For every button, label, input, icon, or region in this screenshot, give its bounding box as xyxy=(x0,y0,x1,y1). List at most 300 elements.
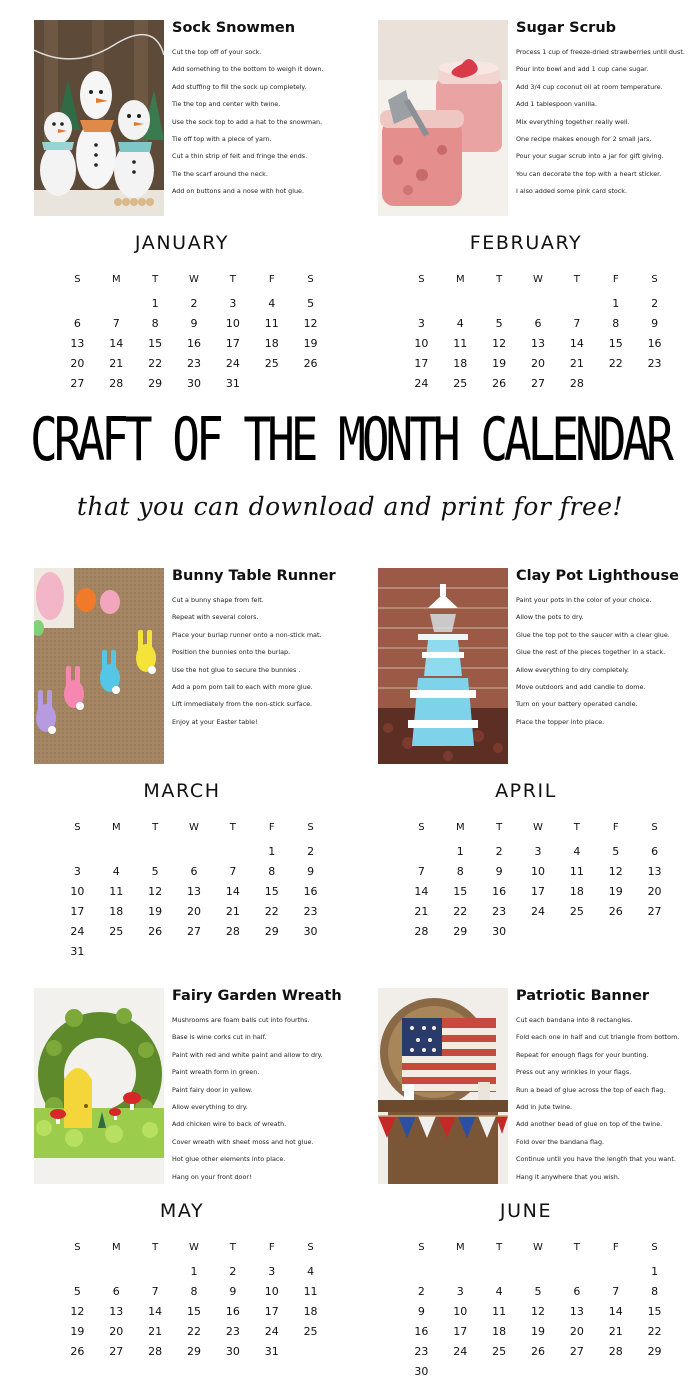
day-cell xyxy=(97,294,136,314)
day-cell: 1 xyxy=(651,1265,659,1278)
weekday-label: S xyxy=(418,274,425,285)
weekday-label: F xyxy=(612,822,619,833)
weekday-label: T xyxy=(229,274,236,285)
day-cell xyxy=(97,1262,136,1282)
day-cell xyxy=(136,942,175,962)
day-cell: 16 xyxy=(225,1305,240,1318)
step-item: Allow the pots to dry. xyxy=(516,613,584,622)
step-item: Enjoy at your Easter table! xyxy=(172,717,258,726)
craft-title: Sock Snowmen xyxy=(172,20,296,36)
day-cell: 28 xyxy=(608,1345,623,1358)
day-cell: 18 xyxy=(569,885,584,898)
calendar-week xyxy=(58,1322,330,1342)
step-item: Move outdoors and add candle to dome. xyxy=(516,683,646,692)
step-item: Add 1 tablespoon vanilla. xyxy=(516,100,597,109)
day-cell xyxy=(557,922,596,942)
calendar-week xyxy=(402,294,674,314)
weekday-header xyxy=(402,822,674,833)
day-cell: 23 xyxy=(186,357,201,370)
day-cell: 14 xyxy=(569,337,584,350)
day-cell: 21 xyxy=(109,357,124,370)
day-cell: 20 xyxy=(530,357,545,370)
day-cell: 29 xyxy=(264,925,279,938)
weekday-label: W xyxy=(189,822,199,833)
day-cell xyxy=(402,1262,441,1282)
weekday-label: F xyxy=(268,274,275,285)
step-item: Paint your pots in the color of your choice. xyxy=(516,596,652,604)
day-cell: 24 xyxy=(453,1345,468,1358)
patriotic-banner-photo xyxy=(378,988,508,1184)
day-cell: 19 xyxy=(303,337,318,350)
day-cell: 26 xyxy=(70,1345,85,1358)
day-cell: 23 xyxy=(647,357,662,370)
weekday-label: T xyxy=(229,822,236,833)
day-cell xyxy=(557,1362,596,1382)
step-item: You can decorate the top with a heart sticker. xyxy=(516,169,662,178)
step-item: Tie the scarf around the neck. xyxy=(172,169,268,178)
month-name: MARCH xyxy=(143,780,221,802)
day-cell: 10 xyxy=(414,337,429,350)
day-cell: 9 xyxy=(651,317,659,330)
day-cell: 13 xyxy=(569,1305,584,1318)
day-cell: 12 xyxy=(70,1305,85,1318)
day-cell: 7 xyxy=(573,317,581,330)
step-item: Cut a bunny shape from felt. xyxy=(172,596,264,604)
day-cell xyxy=(58,842,97,862)
day-cell: 18 xyxy=(109,905,124,918)
day-cell: 26 xyxy=(608,905,623,918)
weekday-label: S xyxy=(74,822,81,833)
step-item: Add chicken wire to back of wreath. xyxy=(172,1120,287,1129)
day-cell xyxy=(441,1262,480,1282)
craft-steps xyxy=(516,44,685,201)
step-item: Lift immediately from the non-stick surface. xyxy=(172,700,313,709)
day-cell: 29 xyxy=(186,1345,201,1358)
weekday-header xyxy=(402,274,674,285)
day-cell: 28 xyxy=(225,925,240,938)
day-cell: 11 xyxy=(109,885,124,898)
step-item: Glue the top pot to the saucer with a clear glue. xyxy=(516,630,670,639)
weekday-label: F xyxy=(268,822,275,833)
day-cell: 4 xyxy=(268,297,276,310)
craft-steps xyxy=(516,1012,679,1186)
day-cell: 14 xyxy=(109,337,124,350)
day-cell: 15 xyxy=(608,337,623,350)
step-item: Place your burlap runner onto a non-stick mat. xyxy=(172,630,322,639)
weekday-label: S xyxy=(651,1242,658,1253)
day-cell xyxy=(402,842,441,862)
craft-title: Patriotic Banner xyxy=(516,988,650,1004)
day-cell: 6 xyxy=(573,1285,581,1298)
weekday-label: S xyxy=(651,822,658,833)
step-item: I also added some pink card stock. xyxy=(516,187,627,196)
craft-steps xyxy=(516,592,670,731)
day-cell: 12 xyxy=(492,337,507,350)
calendar-week xyxy=(58,314,330,334)
day-cell: 15 xyxy=(186,1305,201,1318)
step-item: Press out any wrinkles in your flags. xyxy=(516,1068,632,1077)
day-cell: 16 xyxy=(414,1325,429,1338)
day-cell: 22 xyxy=(186,1325,201,1338)
day-cell: 10 xyxy=(264,1285,279,1298)
weekday-label: T xyxy=(573,822,580,833)
step-item: Process 1 cup of freeze-dried strawberries until dust. xyxy=(516,48,685,56)
day-cell: 7 xyxy=(229,865,237,878)
calendar-week xyxy=(402,314,674,334)
day-cell: 9 xyxy=(307,865,315,878)
day-cell xyxy=(519,1262,558,1282)
day-cell xyxy=(635,374,674,394)
month-name: JUNE xyxy=(499,1200,553,1222)
day-cell: 17 xyxy=(264,1305,279,1318)
day-cell: 9 xyxy=(417,1305,425,1318)
day-cell: 4 xyxy=(307,1265,315,1278)
day-cell xyxy=(635,922,674,942)
day-cell: 11 xyxy=(453,337,468,350)
day-cell xyxy=(480,294,519,314)
calendar-week xyxy=(58,1342,330,1362)
page-title: CRAFT OF THE MONTH CALENDAR xyxy=(30,404,670,475)
calendar-week xyxy=(58,902,330,922)
day-cell: 10 xyxy=(453,1305,468,1318)
day-cell: 9 xyxy=(495,865,503,878)
day-cell: 30 xyxy=(492,925,507,938)
day-cell: 25 xyxy=(569,905,584,918)
day-cell: 6 xyxy=(651,845,659,858)
day-cell: 8 xyxy=(612,317,620,330)
day-cell: 29 xyxy=(453,925,468,938)
day-cell: 10 xyxy=(225,317,240,330)
day-cell xyxy=(213,842,252,862)
day-cell: 13 xyxy=(530,337,545,350)
weekday-label: T xyxy=(229,1242,236,1253)
calendar-week xyxy=(402,862,674,882)
day-cell: 18 xyxy=(264,337,279,350)
weekday-label: T xyxy=(573,1242,580,1253)
day-cell xyxy=(291,374,330,394)
day-cell: 11 xyxy=(264,317,279,330)
day-cell: 21 xyxy=(225,905,240,918)
day-cell xyxy=(596,1262,635,1282)
month-may xyxy=(34,988,364,1358)
day-cell xyxy=(635,1362,674,1382)
step-item: Base is wine corks cut in half. xyxy=(172,1033,267,1042)
day-cell: 19 xyxy=(608,885,623,898)
day-cell xyxy=(596,1362,635,1382)
day-cell xyxy=(175,842,214,862)
craft-card xyxy=(34,988,364,1184)
calendar-week xyxy=(402,354,674,374)
step-item: Cut a thin strip of felt and fringe the ends. xyxy=(172,152,308,161)
day-cell: 31 xyxy=(70,945,85,958)
weekday-label: M xyxy=(455,1242,465,1253)
calendar-week xyxy=(402,842,674,862)
calendar-week xyxy=(402,1302,674,1322)
weekday-label: S xyxy=(418,822,425,833)
day-cell xyxy=(136,842,175,862)
weekday-label: W xyxy=(189,274,199,285)
calendar-week xyxy=(58,294,330,314)
step-item: One recipe makes enough for 2 small jars. xyxy=(516,135,652,144)
page-subtitle: that you can download and print for free! xyxy=(76,492,624,521)
step-item: Pour into bowl and add 1 cup cane sugar. xyxy=(516,65,649,74)
day-cell: 18 xyxy=(453,357,468,370)
day-cell: 3 xyxy=(456,1285,464,1298)
day-cell: 4 xyxy=(495,1285,503,1298)
calendar-week xyxy=(402,1342,674,1362)
day-cell: 28 xyxy=(414,925,429,938)
day-cell: 19 xyxy=(492,357,507,370)
day-cell: 14 xyxy=(608,1305,623,1318)
day-cell: 3 xyxy=(268,1265,276,1278)
day-cell: 5 xyxy=(534,1285,542,1298)
step-item: Add 3/4 cup coconut oil at room temperature. xyxy=(516,82,663,91)
day-cell: 4 xyxy=(112,865,120,878)
day-cell: 13 xyxy=(186,885,201,898)
day-cell: 21 xyxy=(608,1325,623,1338)
step-item: Paint with red and white paint and allow to dry. xyxy=(172,1050,323,1059)
day-cell: 31 xyxy=(264,1345,279,1358)
day-cell: 4 xyxy=(573,845,581,858)
day-cell: 30 xyxy=(414,1365,429,1378)
weekday-label: T xyxy=(573,274,580,285)
day-cell: 15 xyxy=(264,885,279,898)
day-cell: 25 xyxy=(264,357,279,370)
day-cell: 11 xyxy=(569,865,584,878)
craft-card xyxy=(378,988,700,1184)
calendar-week xyxy=(402,374,674,394)
calendar-week xyxy=(58,334,330,354)
day-cell: 8 xyxy=(151,317,159,330)
day-cell: 20 xyxy=(569,1325,584,1338)
day-cell: 5 xyxy=(151,865,159,878)
day-cell: 12 xyxy=(608,865,623,878)
month-june xyxy=(378,988,700,1378)
day-cell: 27 xyxy=(569,1345,584,1358)
day-cell xyxy=(596,922,635,942)
day-cell: 26 xyxy=(530,1345,545,1358)
day-cell xyxy=(480,1262,519,1282)
day-cell: 2 xyxy=(190,297,198,310)
weekday-label: S xyxy=(74,274,81,285)
day-cell xyxy=(519,1362,558,1382)
calendar-week xyxy=(58,1262,330,1282)
day-cell: 12 xyxy=(303,317,318,330)
weekday-label: W xyxy=(533,1242,543,1253)
step-item: Add stuffing to fill the sock up completely. xyxy=(172,82,307,91)
day-cell: 16 xyxy=(647,337,662,350)
step-item: Pour your sugar scrub into a jar for gift giving. xyxy=(516,152,664,161)
day-cell: 2 xyxy=(307,845,315,858)
day-cell: 27 xyxy=(70,377,85,390)
day-cell: 3 xyxy=(229,297,237,310)
day-cell: 15 xyxy=(453,885,468,898)
day-cell xyxy=(291,1342,330,1362)
weekday-label: S xyxy=(651,274,658,285)
calendar-week xyxy=(58,374,330,394)
day-cell: 23 xyxy=(492,905,507,918)
step-item: Add on buttons and a nose with hot glue. xyxy=(172,187,305,196)
step-item: Position the bunnies onto the burlap. xyxy=(172,648,291,657)
step-item: Tie the top and center with twine. xyxy=(172,100,281,109)
day-cell: 26 xyxy=(303,357,318,370)
day-cell: 7 xyxy=(151,1285,159,1298)
day-cell: 15 xyxy=(148,337,163,350)
calendar-week xyxy=(58,942,330,962)
day-cell: 8 xyxy=(268,865,276,878)
step-item: Tie off top with a piece of yarn. xyxy=(172,135,272,144)
day-cell: 21 xyxy=(148,1325,163,1338)
day-cell: 20 xyxy=(186,905,201,918)
month-name: JANUARY xyxy=(134,232,230,254)
sugar-scrub-photo xyxy=(378,20,508,216)
step-item: Repeat for enough flags for your bunting. xyxy=(516,1050,649,1059)
day-cell xyxy=(58,294,97,314)
step-item: Add in jute twine. xyxy=(516,1103,573,1112)
calendar-week xyxy=(402,334,674,354)
month-name: APRIL xyxy=(495,780,557,802)
weekday-label: S xyxy=(307,274,314,285)
day-cell: 13 xyxy=(70,337,85,350)
day-cell: 11 xyxy=(303,1285,318,1298)
day-cell: 27 xyxy=(530,377,545,390)
weekday-label: W xyxy=(533,822,543,833)
day-cell: 10 xyxy=(530,865,545,878)
day-cell xyxy=(557,294,596,314)
day-cell: 28 xyxy=(109,377,124,390)
calendar-week xyxy=(402,882,674,902)
step-item: Run a bead of glue across the top of each flag. xyxy=(516,1085,666,1094)
calendar-week xyxy=(402,1322,674,1342)
day-cell: 26 xyxy=(148,925,163,938)
month-january xyxy=(34,20,364,390)
day-cell: 27 xyxy=(647,905,662,918)
step-item: Add a pom pom tail to each with more glue. xyxy=(172,683,313,692)
step-item: Cover wreath with sheet moss and hot glue. xyxy=(172,1137,314,1146)
day-cell: 16 xyxy=(303,885,318,898)
step-item: Use the hot glue to secure the bunnies . xyxy=(172,665,301,674)
day-cell: 19 xyxy=(70,1325,85,1338)
day-cell xyxy=(136,1262,175,1282)
calendar-week xyxy=(58,1282,330,1302)
calendar-week xyxy=(58,862,330,882)
day-cell: 28 xyxy=(569,377,584,390)
weekday-label: T xyxy=(496,822,503,833)
day-cell: 21 xyxy=(414,905,429,918)
day-cell: 18 xyxy=(303,1305,318,1318)
craft-steps xyxy=(172,1012,323,1186)
craft-title: Sugar Scrub xyxy=(516,20,617,36)
weekday-header xyxy=(58,274,330,285)
step-item: Hang it anywhere that you wish. xyxy=(516,1172,620,1181)
day-cell: 21 xyxy=(569,357,584,370)
day-cell xyxy=(213,942,252,962)
day-cell: 14 xyxy=(225,885,240,898)
month-april xyxy=(378,568,700,938)
day-cell: 19 xyxy=(530,1325,545,1338)
day-cell: 11 xyxy=(492,1305,507,1318)
step-item: Use the sock top to add a hat to the snowman. xyxy=(172,117,323,126)
month-name: MAY xyxy=(159,1200,205,1222)
day-cell: 22 xyxy=(453,905,468,918)
day-cell: 13 xyxy=(109,1305,124,1318)
day-cell xyxy=(97,842,136,862)
day-cell: 24 xyxy=(530,905,545,918)
day-cell xyxy=(175,942,214,962)
step-item: Continue until you have the length that you want. xyxy=(516,1155,676,1164)
day-cell: 28 xyxy=(148,1345,163,1358)
month-march xyxy=(34,568,364,958)
step-item: Allow everything to dry. xyxy=(172,1103,248,1112)
day-cell: 10 xyxy=(70,885,85,898)
day-cell xyxy=(58,1262,97,1282)
day-cell: 9 xyxy=(190,317,198,330)
craft-title: Bunny Table Runner xyxy=(172,568,336,584)
day-cell: 19 xyxy=(148,905,163,918)
weekday-header xyxy=(58,822,330,833)
weekday-label: T xyxy=(496,274,503,285)
day-cell: 3 xyxy=(534,845,542,858)
day-cell: 2 xyxy=(417,1285,425,1298)
day-cell: 17 xyxy=(453,1325,468,1338)
day-cell: 14 xyxy=(414,885,429,898)
step-item: Allow everything to dry completely. xyxy=(516,665,630,674)
calendar-week xyxy=(58,354,330,374)
day-cell xyxy=(519,922,558,942)
day-cell: 6 xyxy=(534,317,542,330)
day-cell: 29 xyxy=(148,377,163,390)
weekday-header xyxy=(58,1242,330,1253)
day-cell: 22 xyxy=(148,357,163,370)
step-item: Paint wreath form in green. xyxy=(172,1068,260,1077)
day-cell: 24 xyxy=(225,357,240,370)
day-cell: 6 xyxy=(112,1285,120,1298)
clay-pot-lighthouse-photo xyxy=(378,568,508,764)
weekday-label: M xyxy=(455,274,465,285)
step-item: Cut the top off of your sock. xyxy=(172,48,262,56)
step-item: Repeat with several colors. xyxy=(172,613,259,622)
day-cell: 27 xyxy=(186,925,201,938)
bunny-table-runner-photo xyxy=(34,568,164,764)
day-cell: 5 xyxy=(612,845,620,858)
day-cell: 8 xyxy=(456,865,464,878)
day-cell: 16 xyxy=(492,885,507,898)
step-item: Glue the rest of the pieces together in a stack. xyxy=(516,648,666,657)
day-cell: 25 xyxy=(453,377,468,390)
day-cell: 20 xyxy=(109,1325,124,1338)
craft-card xyxy=(34,568,364,764)
day-cell: 12 xyxy=(530,1305,545,1318)
day-cell: 2 xyxy=(229,1265,237,1278)
day-cell: 22 xyxy=(647,1325,662,1338)
day-cell xyxy=(97,942,136,962)
day-cell: 25 xyxy=(492,1345,507,1358)
day-cell: 17 xyxy=(530,885,545,898)
day-cell: 14 xyxy=(148,1305,163,1318)
day-cell: 12 xyxy=(148,885,163,898)
day-cell xyxy=(596,374,635,394)
sock-snowmen-photo xyxy=(34,20,164,216)
day-cell: 30 xyxy=(303,925,318,938)
day-cell: 2 xyxy=(495,845,503,858)
day-cell: 26 xyxy=(492,377,507,390)
day-cell: 13 xyxy=(647,865,662,878)
step-item: Mushrooms are foam balls cut into fourths. xyxy=(172,1016,310,1024)
day-cell: 25 xyxy=(109,925,124,938)
weekday-label: T xyxy=(152,274,159,285)
craft-title: Clay Pot Lighthouse xyxy=(516,568,679,584)
day-cell xyxy=(252,942,291,962)
